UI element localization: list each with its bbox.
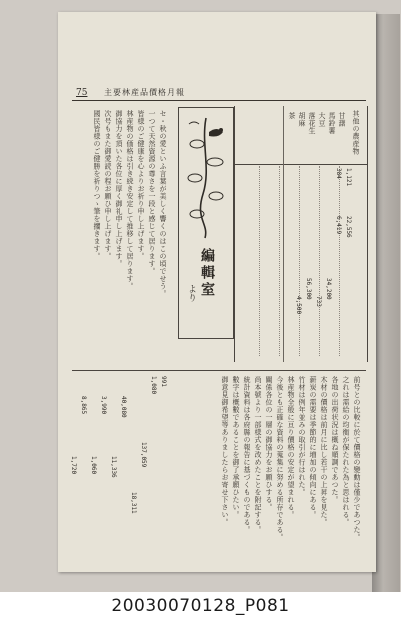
lower-text-col: 尚本號より一部様式を改めたことを附記する。: [254, 376, 262, 534]
table-value: 4,500: [295, 296, 302, 315]
editor-title: 編輯室: [199, 248, 215, 299]
table-value: 40,080: [120, 396, 127, 418]
lower-text-col: 林産物全般に亘り價格の安定が望まれる。: [287, 376, 295, 519]
dotted-leader: [279, 166, 280, 356]
table-row-label: 甘藷: [338, 112, 346, 127]
left-text-col: セ・秋の愛といふ言葉が美しく響くのはこの頃でせう。: [159, 110, 167, 298]
table-value: 34,200: [325, 278, 332, 300]
table-value: 8,865: [80, 396, 87, 415]
lower-text-col: 御意見御希望等ありましたらお寄せ下さい。: [221, 376, 229, 526]
lower-text-col: 木材の價格は前月に比し若干の上昇を見た。: [320, 376, 328, 526]
editor-subtitle: より: [186, 284, 196, 302]
lower-text-col: 統計資料は各府縣の報告に基づくものである。: [243, 376, 251, 534]
table-value: 733: [315, 296, 322, 307]
page-number: 75: [76, 88, 88, 98]
table-value: 1,121: [345, 168, 352, 187]
bird-branch-illustration: [183, 114, 229, 240]
section-divider: [72, 370, 366, 371]
table-value: 3,990: [100, 396, 107, 415]
left-text-col: 次号もまた御愛読の程お願ひ申し上げます。: [104, 110, 112, 260]
table-value: 1,720: [70, 456, 77, 475]
left-text-col: 皆様のご健康を心よりお祈り申し上げます。: [137, 110, 145, 260]
left-text-col: 國民皆様のご健勝を祈りつゝ筆を擱きます。: [93, 110, 101, 260]
left-text-col: 林産物の価格は引き続き安定して推移して居ります。: [126, 110, 134, 290]
lower-text-col: 之れは需給の均衡が保たれた為と思はれる。: [342, 376, 350, 526]
table-row-label: 胡麻: [298, 112, 306, 127]
lower-text-col: 數字は概數であることを御了承願ひたい。: [232, 376, 240, 519]
running-head: 主要林産品價格月報: [104, 88, 185, 97]
table-value: 18,311: [130, 492, 137, 514]
table-row-label: 大豆: [318, 112, 326, 127]
left-text-col: 一つて天然資源の尊さを一段と感じて居ります。: [148, 110, 156, 275]
lower-text-col: 各地の出荷状況は概ね順調であつた。: [331, 376, 339, 504]
document-page: [58, 12, 376, 572]
table-value: 1,080: [150, 376, 157, 395]
booklet-edge: [372, 14, 400, 592]
editor-box: [178, 107, 234, 339]
table-value: 1,060: [90, 456, 97, 475]
table-value: 11,336: [110, 456, 117, 478]
table-row-label: 落花生: [308, 112, 316, 135]
statistics-table: [234, 106, 368, 362]
table-value: 6,419: [335, 216, 342, 235]
dotted-leader: [339, 166, 340, 356]
table-value: 991: [160, 376, 167, 387]
table-col-rule: [283, 106, 284, 362]
table-value: 384: [335, 168, 342, 179]
dotted-leader: [319, 166, 320, 356]
table-value: 56,300: [305, 278, 312, 300]
dotted-leader: [299, 166, 300, 356]
dotted-leader: [259, 166, 260, 356]
image-caption: 20030070128_P081: [111, 596, 290, 616]
lower-text-col: 今後とも正確な資料の蒐集に努める所存である。: [276, 376, 284, 541]
lower-text-col: 薪炭の需要は季節的に増加の傾向にある。: [309, 376, 317, 519]
table-title: 其他の農産物: [352, 110, 360, 155]
table-row-label: 馬鈴薯: [328, 112, 336, 135]
table-row-label: 茶: [288, 112, 296, 120]
lower-text-col: 關係各位の一層の御協力をお願ひする。: [265, 376, 273, 511]
table-value: 137,059: [140, 442, 147, 468]
lower-text-col: 竹材は例年並みの取引が行はれた。: [298, 376, 306, 496]
table-value: 22,556: [345, 216, 352, 238]
left-text-col: 御協力を頂いた各位に厚く御礼申し上げます。: [115, 110, 123, 268]
header-rule: [72, 100, 366, 101]
lower-text-col: 前号との比較に於て價格の變動は僅少であつた。: [353, 376, 361, 541]
